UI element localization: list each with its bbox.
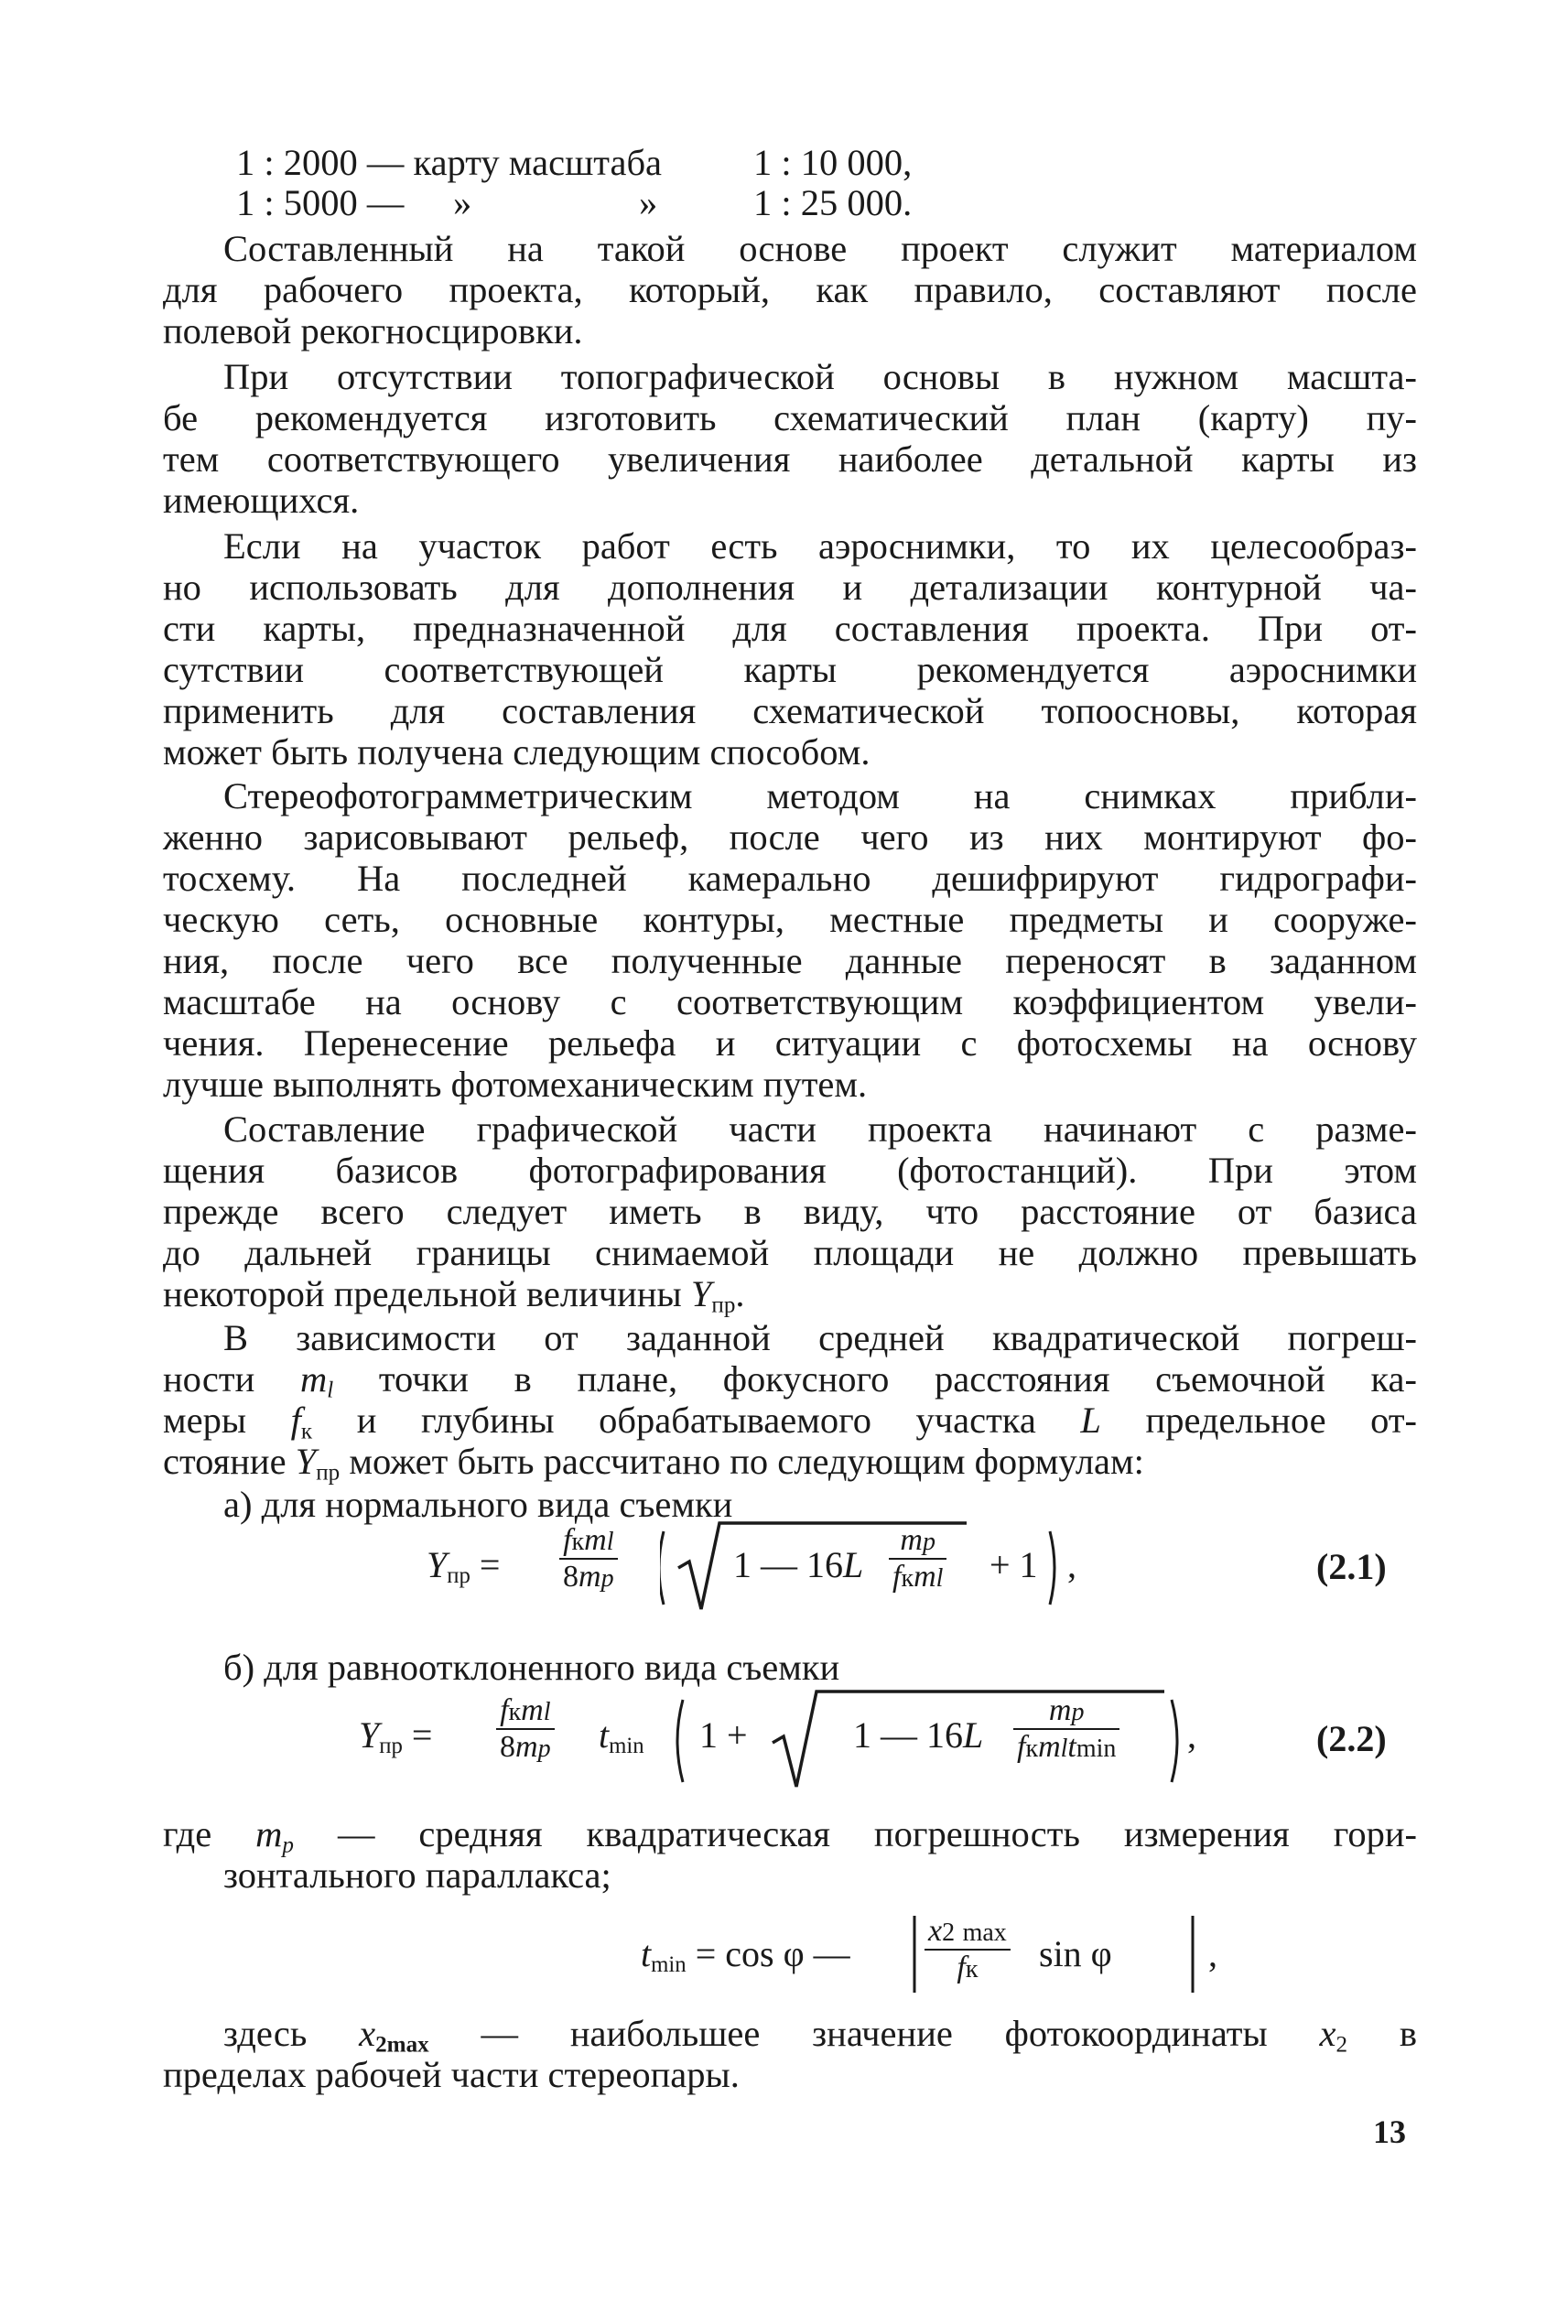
where-line-2: зонтального параллакса; [223,1854,611,1896]
scale-row-2 [236,183,404,223]
f2-8: 8 [500,1730,515,1764]
f2-paren-left [677,1700,683,1782]
f2-t: t [599,1714,610,1756]
p4-line-1: Стереофотограмметрическим методом на снимках прибли- [223,775,1417,816]
f2-one-plus: 1 + [699,1714,748,1756]
subscript-l: l [327,1378,334,1403]
p4-line-4: ческую сеть, основные контуры, местные предметы и сооруже- [163,899,1417,940]
tmin-sin: sin φ [1039,1933,1112,1974]
f1-L: L [843,1544,864,1585]
subscript-pr-2: пр [316,1460,341,1486]
f1-frac-2 [889,1523,946,1594]
f1-l2: l [935,1564,944,1593]
where-l1-b: — средняя квадратическая погрешность измерения гори- [337,1813,1418,1854]
scale-value-2: 1 : 25 000. [753,182,913,223]
p4-line-3: тосхему. На последней камерально дешифрируют гидрографи- [163,858,1417,899]
final-x2: x [1319,2013,1336,2054]
p1-line-3: полевой рекогносцировки. [163,310,583,351]
f1-den-2 [889,1560,946,1594]
f1-k2: к [901,1564,914,1593]
eq-number-2-1: (2.1) [1316,1546,1387,1587]
p5-line-5-text: некоторой предельной величины [163,1273,682,1314]
p2-line-2: бе рекомендуется изготовить схематический план (карту) пу- [163,397,1417,438]
tmin-num [925,1914,1011,1951]
p5-line-4: до дальней границы снимаемой площади не должно превышать [163,1232,1417,1273]
f1-f2: f [892,1560,902,1594]
p3-line-3: сти карты, предназначенной для составления проекта. При от- [163,608,1417,649]
f2-l2: l [1060,1735,1068,1763]
p6-l4-b: может быть рассчитано по следующим формулам: [349,1441,1144,1482]
f1-Y: Y [427,1544,448,1585]
f2-frac-1 [496,1693,555,1765]
p4-line-2: женно зарисовывают рельеф, после чего из них монтируют фо- [163,816,1417,858]
f2-den-2 [1013,1730,1119,1765]
p6-l4-a: стояние [163,1441,287,1482]
f2-m2: m [515,1730,538,1764]
f2-m3: m [1038,1730,1061,1764]
f2-f2: f [1017,1730,1026,1764]
f1-m3: m [914,1560,936,1594]
p6-l3-a: меры [163,1400,247,1441]
f1-den [559,1560,618,1594]
f1-eq: = [479,1544,501,1585]
ditto-1: » [453,182,472,223]
period: . [735,1273,745,1314]
f2-num [496,1693,555,1730]
f2-paren-right [1172,1700,1177,1782]
item-b-label: б) для равноотклоненного вида съемки [223,1647,840,1688]
f1-m: m [584,1523,607,1557]
f2-k: к [508,1698,522,1726]
f2-m: m [521,1693,544,1727]
ditto-mark-1 [453,183,471,223]
tmin-k: к [965,1955,979,1984]
f1-k: к [571,1528,585,1556]
p5-line-1: Составление графической части проекта начинают с разме- [223,1108,1417,1150]
f1-pr: пр [447,1563,470,1589]
p2-line-4: имеющихся. [163,480,360,521]
f1-paren-right [1050,1531,1054,1605]
f2-Y: Y [359,1714,380,1756]
f1-l: l [606,1528,614,1556]
f2-eq: = [411,1714,433,1756]
symbol-L: L [1080,1400,1101,1441]
final-l1-b: — наибольшее значение фотокоординаты [481,2013,1268,2054]
tmin-comma: , [1208,1933,1217,1974]
page-number: 13 [1373,2113,1406,2150]
subscript-k: к [300,1419,313,1444]
eq-number-2-2: (2.2) [1316,1718,1387,1759]
f1-num-2 [889,1523,946,1560]
p3-line-4: сутствии соответствующей карты рекомендуется аэроснимки [163,649,1417,690]
p4-line-5: ния, после чего все полученные данные переносят в заданном [163,940,1417,981]
tmin-eq: = [695,1933,717,1974]
p3-line-6: может быть получена следующим способом. [163,731,871,773]
subscript-pr: пр [711,1292,736,1318]
f1-minus [733,1545,863,1585]
f2-min2: min [1076,1735,1117,1763]
f2-t2: t [1067,1730,1076,1764]
p3-line-2: но использовать для дополнения и детализации контурной ча- [163,567,1417,608]
scale-row-1 [236,143,662,183]
f2-min: min [609,1734,644,1759]
tmin-frac [925,1914,1011,1985]
f2-l: l [543,1698,551,1726]
f2-k2: к [1025,1735,1039,1763]
p6-line-1: В зависимости от заданной средней квадратической погреш- [223,1317,1417,1358]
p4-line-6: масштабе на основу с соответствующим коэффициентом увели- [163,981,1417,1022]
tmin-cos: cos φ — [725,1933,850,1974]
f2-p: p [537,1735,551,1763]
tmin-f: f [957,1951,966,1984]
f2-minus16: 1 — 16 [853,1714,963,1756]
f1-m2: m [579,1560,601,1594]
p2-line-1: При отсутствии топографической основы в нужном масшта- [223,356,1417,397]
f2-frac-2 [1013,1693,1119,1765]
where-m: m [255,1813,283,1854]
f1-comma: , [1067,1544,1076,1585]
symbol-Y-2: Y [295,1441,317,1482]
f1-paren-left [660,1531,664,1605]
f1-8: 8 [563,1560,579,1594]
f1-mp-m: m [900,1523,923,1557]
symbol-Y: Y [690,1273,712,1314]
tmin-2: 2 [942,1919,956,1947]
where-p: p [282,1832,294,1858]
p6-l2-b: точки в плане, фокусного расстояния съемочной ка- [378,1358,1418,1400]
final-x: x [359,2013,376,2054]
symbol-f: f [290,1400,301,1441]
tmin-lhs [641,1934,850,1985]
f2-den [496,1730,555,1765]
scale-row-2-text: 1 : 5000 — [236,182,405,223]
where-word: где [163,1813,212,1854]
tmin-min: min [651,1952,687,1978]
ditto-mark-2 [639,183,657,223]
item-a-label: а) для нормального вида съемки [223,1484,733,1525]
f2-num-2 [1013,1693,1119,1730]
f1-plus1: + 1 [989,1544,1038,1585]
f1-num [559,1523,618,1560]
f1-p: p [600,1564,614,1593]
tmin-den [925,1951,1011,1985]
p5-line-3: прежде всего следует иметь в виду, что расстояние от базиса [163,1191,1417,1232]
f2-f: f [500,1693,509,1727]
p4-line-8: лучше выполнять фотомеханическим путем. [163,1064,868,1105]
final-line-2: пределах рабочей части стереопары. [163,2054,740,2095]
scale-row-1-value [753,143,912,183]
ditto-2: » [639,182,658,223]
p1-line-1: Составленный на такой основе проект служит материалом [223,228,1417,269]
tmin-x: x [928,1914,943,1948]
scale-row-2-value [753,183,912,223]
f2-mp-m: m [1048,1693,1072,1727]
symbol-m: m [299,1358,328,1400]
f1-lhs [427,1545,500,1596]
scale-value-1: 1 : 10 000, [753,142,913,183]
f2-pr: пр [379,1734,403,1759]
p2-line-3: тем соответствующего увеличения наиболее детальной карты из [163,438,1417,480]
final-2: 2 [1336,2032,1348,2058]
f2-lhs [359,1715,432,1767]
tmin-t: t [641,1933,652,1974]
f2-L: L [963,1714,984,1756]
f2-tmin [599,1715,644,1767]
p6-l3-b: и глубины обрабатываемого участка [356,1400,1036,1441]
p3-line-1: Если на участок работ есть аэроснимки, то их целесообраз- [223,525,1417,567]
p1-line-2: для рабочего проекта, который, как правило, составляют после [163,269,1417,310]
f2-comma: , [1187,1714,1196,1756]
p3-line-5: применить для составления схематической топоосновы, которая [163,690,1417,731]
p5-line-2: щения базисов фотографирования (фотостанций). При этом [163,1150,1417,1191]
final-l1-a: здесь [223,2013,308,2054]
tmin-max: max [962,1919,1007,1947]
final-x2max: 2max [375,2032,429,2058]
f1-f: f [563,1523,572,1557]
f2-mp-p: p [1071,1698,1085,1726]
f1-mp-p: p [922,1528,935,1556]
p6-l3-c: предельное от- [1145,1400,1418,1441]
f2-minus [853,1715,983,1756]
f1-frac-1 [559,1523,618,1594]
final-l1-c: в [1399,2013,1418,2054]
p4-line-7: чения. Перенесение рельефа и ситуации с фотосхемы на основу [163,1022,1417,1064]
p6-l2-a: ности [163,1358,255,1400]
scale-row-1-text: 1 : 2000 — карту масштаба [236,142,663,183]
f1-minus16: 1 — 16 [733,1544,843,1585]
